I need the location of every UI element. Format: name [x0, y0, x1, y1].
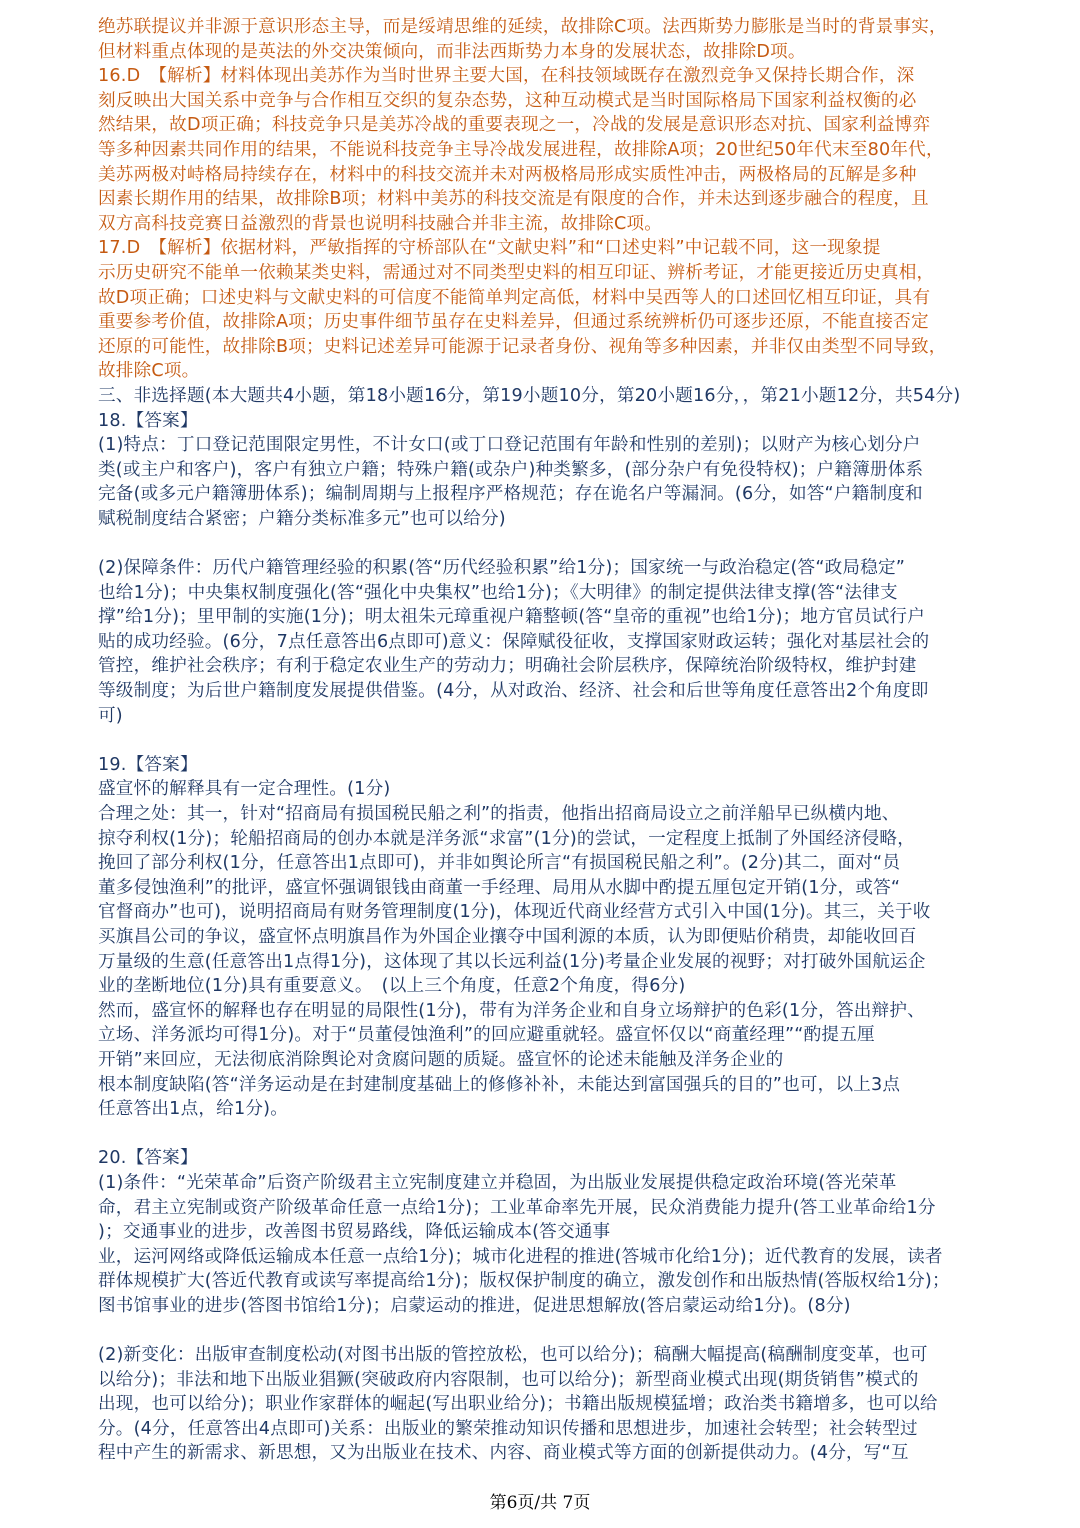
text-line: 官督商办”也可)，说明招商局有财务管理制度(1分)，体现近代商业经营方式引入中国(1分)。其三，关于收 [98, 902, 931, 923]
text-line: 赋税制度结合紧密；户籍分类标准多元”也可以给分) [98, 508, 506, 529]
text-line: 出现，也可以给分)；职业作家群体的崛起(写出职业给分)；书籍出版规模猛增；政治类书籍增多，也可以给 [98, 1394, 938, 1415]
section-heading: 三、非选择题(本大题共4小题，第18小题16分，第19小题10分，第20小题16分，，第21小题12分，共54分) [98, 385, 961, 406]
text-line: 因素长期作用的结果，故排除B项；材料中美苏的科技交流是有限度的合作，并未达到逐步融合的程度，且 [98, 189, 929, 210]
text-line: 但材料重点体现的是英法的外交决策倾向，而非法西斯势力本身的发展状态，故排除D项。 [98, 41, 806, 62]
text-line: (2)保障条件：历代户籍管理经验的积累(答“历代经验积累”给1分)；国家统一与政治稳定(答“政局稳定” [98, 558, 906, 579]
spacer [98, 531, 990, 556]
text-line: 然而，盛宣怀的解释也存在明显的局限性(1分)，带有为洋务企业和自身立场辩护的色彩(1分，答出辩护、 [98, 1000, 925, 1021]
q19-title: 19.【答案】 [98, 754, 198, 775]
text-line: 故排除C项。 [98, 361, 200, 382]
text-line: 开销”来回应，无法彻底消除舆论对贪腐问题的质疑。盛宣怀的论述未能触及洋务企业的 [98, 1049, 784, 1070]
text-line: 17.D 【解析】依据材料，严敏指挥的守桥部队在“文献史料”和“口述史料”中记载不同，这一现象提 [98, 238, 881, 259]
text-line: 群体规模扩大(答近代教育或读写率提高给1分)；版权保护制度的确立，激发创作和出版热情(答版权给1分)； [98, 1271, 950, 1292]
q19-answer [98, 777, 990, 1121]
q18-part1 [98, 433, 990, 531]
text-line: 买旗昌公司的争议，盛宣怀点明旗昌作为外国企业攘夺中国利源的本质，认为即便贴价稍贵，却能收回百 [98, 926, 917, 947]
text-line: 命，君主立宪制或资产阶级革命任意一点给1分)；工业革命率先开展，民众消费能力提升(答工业革命给1分 [98, 1197, 936, 1218]
text-line: 16.D 【解析】材料体现出美苏作为当时世界主要大国，在科技领域既存在激烈竞争又保持长期合作，深 [98, 66, 915, 87]
text-line: 挽回了部分利权(1分，任意答出1点即可)，并非如舆论所言“有损国税民船之利”。(2分)其二，面对“员 [98, 853, 901, 874]
q20-part2 [98, 1343, 990, 1466]
text-line: 盛宣怀的解释具有一定合理性。(1分) [98, 779, 391, 800]
q20-part1 [98, 1171, 990, 1319]
text-line: 可) [98, 705, 123, 726]
page-content [98, 15, 990, 1466]
text-line: 合理之处：其一，针对“招商局有损国税民船之利”的指责，他指出招商局设立之前洋船早已纵横内地、 [98, 804, 900, 824]
text-line: 然结果，故D项正确；科技竞争只是美苏冷战的重要表现之一，冷战的发展是意识形态对抗、国家利益博弈 [98, 115, 931, 136]
text-line: 刻反映出大国关系中竞争与合作相互交织的复杂态势，这种互动模式是当时国际格局下国家利益权衡的必 [98, 90, 917, 111]
q18-title: 18.【答案】 [98, 410, 198, 431]
text-line: 任意答出1点，给1分)。 [98, 1099, 288, 1120]
spacer [98, 1318, 990, 1343]
text-line: 美苏两极对峙格局持续存在，材料中的科技交流并未对两极格局形成实质性冲击，两极格局的瓦解是多种 [98, 164, 917, 185]
spacer [98, 1122, 990, 1147]
text-line: 业，运河网络或降低运输成本任意一点给1分)；城市化进程的推进(答城市化给1分)；近代教育的发展，读者 [98, 1246, 943, 1267]
text-line: 完备(或多元户籍簿册体系)；编制周期与上报程序严格规范；存在诡名户等漏洞。(6分，如答“户籍制度和 [98, 484, 923, 505]
text-line: 故D项正确；口述史料与文献史料的可信度不能简单判定高低，材料中吴西等人的口述回忆相互印证，具有 [98, 287, 931, 308]
q20-title: 20.【答案】 [98, 1148, 198, 1169]
text-line: 等多种因素共同作用的结果，不能说科技竞争主导冷战发展进程，故排除A项；20世纪50年代末至80年代， [98, 139, 944, 160]
page-footer: 第6页/共 7页 [489, 1493, 591, 1513]
spacer [98, 728, 990, 753]
text-line: 撑”给1分)；里甲制的实施(1分)；明太祖朱元璋重视户籍整顿(答“皇帝的重视”也给1分)；地方官员试行户 [98, 607, 925, 628]
text-line: 分。(4分，任意答出4点即可)关系：出版业的繁荣推动知识传播和思想进步，加速社会转型；社会转型过 [98, 1418, 918, 1439]
text-line: 业的垄断地位(1分)具有重要意义。 (以上三个角度，任意2个角度，得6分) [98, 976, 686, 997]
text-line: 以给分)；非法和地下出版业猖獗(突破政府内容限制，也可以给分)；新型商业模式出现(期货销售”模式的 [98, 1369, 919, 1390]
text-line: 董多侵蚀渔利”的批评，盛宣怀强调银钱由商董一手经理、局用从水脚中酌提五厘包定开销(1分，或答“ [98, 877, 901, 898]
text-line: 也给1分)；中央集权制度强化(答“强化中央集权”也给1分)；《大明律》的制定提供法律支撑(答“法律支 [98, 582, 898, 603]
text-line: )；交通事业的进步，改善图书贸易路线，降低运输成本(答交通事 [98, 1222, 611, 1243]
text-line: 根本制度缺陷(答“洋务运动是在封建制度基础上的修修补补，未能达到富国强兵的目的”也可，以上3点 [98, 1074, 901, 1095]
text-line: (1)条件：“光荣革命”后资产阶级君主立宪制度建立并稳固，为出版业发展提供稳定政治环境(答光荣革 [98, 1172, 897, 1193]
text-line: 掠夺利权(1分)；轮船招商局的创办本就是洋务派“求富”(1分)的尝试，一定程度上抵制了外国经济侵略， [98, 828, 916, 849]
text-line: 绝苏联提议并非源于意识形态主导，而是绥靖思维的延续，故排除C项。法西斯势力膨胀是当时的背景事实， [98, 17, 947, 37]
text-line: 类(或主户和客户)，客户有独立户籍；特殊户籍(或杂户)种类繁多，(部分杂户有免役特权)；户籍簿册体系 [98, 459, 924, 480]
q18-part2 [98, 556, 990, 728]
text-line: 等级制度；为后世户籍制度发展提供借鉴。(4分，从对政治、经济、社会和后世等角度任意答出2个角度即 [98, 681, 929, 702]
text-line: 万量级的生意(任意答出1点得1分)，这体现了其以长远利益(1分)考量企业发展的视野；对打破外国航运企 [98, 951, 926, 972]
text-line: 示历史研究不能单一依赖某类史料，需通过对不同类型史料的相互印证、辨析考证，才能更接近历史真相， [98, 262, 935, 283]
analysis-block [98, 15, 990, 384]
text-line: 贴的成功经验。(6分，7点任意答出6点即可)意义：保障赋役征收，支撑国家财政运转；强化对基层社会的 [98, 631, 930, 652]
text-line: (1)特点：丁口登记范围限定男性，不计女口(或丁口登记范围有年龄和性别的差别)；以财产为核心划分户 [98, 435, 921, 456]
text-line: 还原的可能性，故排除B项；史料记述差异可能源于记录者身份、视角等多种因素，并非仅由类型不同导致， [98, 336, 947, 357]
text-line: 重要参考价值，故排除A项；历史事件细节虽存在史料差异，但通过系统辨析仍可逐步还原，不能直接否定 [98, 312, 929, 333]
text-line: 管控，维护社会秩序；有利于稳定农业生产的劳动力；明确社会阶层秩序，保障统治阶级特权，维护封建 [98, 656, 917, 677]
text-line: 程中产生的新需求、新思想，又为出版业在技术、内容、商业模式等方面的创新提供动力。(4分，写“互 [98, 1443, 909, 1464]
text-line: 图书馆事业的进步(答图书馆给1分)；启蒙运动的推进，促进思想解放(答启蒙运动给1分)。(8分) [98, 1295, 851, 1316]
text-line: 立场、洋务派均可得1分)。对于“员董侵蚀渔利”的回应避重就轻。盛宣怀仅以“商董经理”“酌提五厘 [98, 1025, 875, 1046]
text-line: (2)新变化：出版审查制度松动(对图书出版的管控放松，也可以给分)；稿酬大幅提高(稿酬制度变革，也可 [98, 1345, 928, 1366]
text-line: 双方高科技竞赛日益激烈的背景也说明科技融合并非主流，故排除C项。 [98, 213, 663, 234]
